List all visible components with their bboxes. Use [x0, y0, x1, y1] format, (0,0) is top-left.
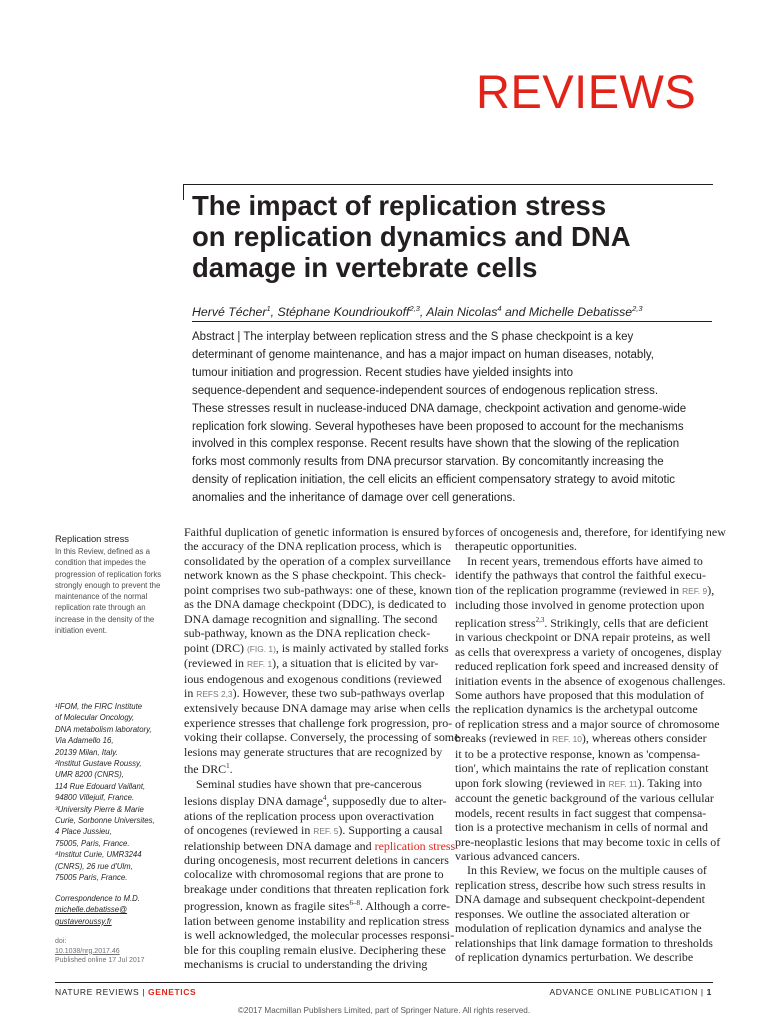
- body-line: [184, 759, 442, 776]
- reference-link[interactable]: REFS 2,3: [196, 688, 233, 699]
- body-text: , supposedly due to alter-: [326, 794, 447, 809]
- affiliation-line: ¹IFOM, the FIRC Institute: [55, 702, 143, 711]
- body-line: various advanced cancers.: [455, 848, 580, 863]
- body-line: Seminal studies have shown that pre-cancerous: [196, 776, 422, 791]
- body-line: it to be a protective response, known as 'compensa-: [455, 746, 701, 761]
- doi-block: [55, 937, 145, 966]
- body-line: ations of the replication process upon overactivation: [184, 808, 434, 823]
- body-line: [184, 640, 449, 656]
- body-line: extensively because DNA damage may arise when cells: [184, 701, 451, 716]
- section-label: REVIEWS: [476, 65, 697, 118]
- body-line: DNA damage and subsequent checkpoint-dependent: [455, 892, 705, 907]
- abstract-line: forks most commonly results from DNA precursor starvation. By concomitantly increasing the: [192, 456, 664, 469]
- abstract-line: replication fork slowing. Several hypotheses have been proposed to account for the mechanisms: [192, 420, 684, 433]
- body-line: [184, 685, 445, 701]
- body-text: .: [229, 762, 233, 777]
- abstract-line: Abstract | The interplay between replication stress and the S phase checkpoint is a key: [192, 331, 634, 343]
- body-text: , is mainly activated by stalled forks: [275, 640, 449, 655]
- title-line: The impact of replication stress: [192, 190, 607, 221]
- body-line: sub-pathway, known as the DNA replication check-: [184, 626, 431, 641]
- title-line: damage in vertebrate cells: [192, 252, 538, 283]
- article-title: [192, 190, 707, 283]
- body-line: models, recent results in fact suggest that compensa-: [455, 805, 707, 820]
- body-line: lesions may generate structures that are recognized by: [184, 744, 443, 759]
- body-line: [455, 776, 713, 791]
- affiliation-line: 4 Place Jussieu,: [55, 827, 112, 837]
- footer-publication: [549, 987, 712, 997]
- body-line: Faithful duplication of genetic information is ensured by: [184, 525, 455, 539]
- affiliation-line: Curie, Sorbonne Universites,: [55, 816, 155, 826]
- page-number: 1: [706, 987, 712, 997]
- body-line: as cells that overexpress a variety of oncogenes, display: [455, 644, 722, 659]
- body-text: ),: [707, 582, 715, 597]
- body-line: therapeutic opportunities.: [455, 539, 577, 554]
- body-text: the DRC: [184, 762, 227, 777]
- body-line: consolidated by the operation of a complex surveillance: [184, 553, 451, 568]
- reference-link[interactable]: REF. 1: [246, 659, 273, 670]
- body-text: ), whereas others consider: [581, 731, 707, 746]
- body-line: in various checkpoint or DNA repair proteins, as well: [455, 630, 711, 645]
- body-line: In this Review, we focus on the multiple causes of: [467, 863, 707, 878]
- body-line: experience stresses that challenge fork progression, pro-: [184, 715, 453, 730]
- body-line: [184, 656, 442, 671]
- author-affiliation-mark: 4: [497, 304, 502, 313]
- footer-separator: |: [139, 987, 149, 997]
- body-text: . Although a corre-: [359, 899, 451, 914]
- author-name: , Alain Nicolas: [419, 305, 498, 319]
- footer-rule: [55, 982, 713, 983]
- body-text: ). Taking into: [637, 775, 702, 790]
- body-line: [184, 823, 442, 838]
- doi-line: [55, 937, 145, 956]
- doi-link[interactable]: 10.1038/nrg.2017.46: [55, 947, 120, 955]
- body-line: the replication dynamics is the archetypal outcome: [455, 702, 698, 717]
- reference-link[interactable]: REF. 9: [682, 585, 708, 596]
- correspondence-email[interactable]: michelle.debatisse@: [55, 905, 128, 915]
- affiliation-line: 20139 Milan, Italy.: [55, 747, 118, 757]
- body-line: [184, 838, 456, 853]
- body-line: of replication stress and a major source of chromosome: [455, 716, 720, 731]
- body-line: [184, 896, 451, 914]
- body-line: modulation of replication dynamics and analyse the: [455, 921, 702, 936]
- citation-superscript: 2,3: [535, 615, 545, 624]
- author-affiliation-mark: 2,3: [409, 304, 420, 313]
- body-line: as the DNA damage checkpoint (DDC), is dedicated to: [184, 597, 447, 612]
- copyright-notice: ©2017 Macmillan Publishers Limited, part of Springer Nature. All rights reserved.: [237, 1006, 531, 1015]
- author-list: [192, 304, 643, 319]
- body-text: progression, known as fragile sites: [184, 899, 350, 914]
- glossary-line: strongly enough to prevent the: [55, 580, 161, 590]
- body-line: the accuracy of the DNA replication process, which is: [184, 539, 442, 554]
- abstract-line: determinant of genome maintenance, and has a major impact on human diseases, notably,: [192, 348, 654, 361]
- affiliation-line: ⁴Institut Curie, UMR3244: [55, 850, 142, 860]
- body-line: colocalize with chromosomal regions that are prone to: [184, 867, 444, 882]
- body-line: network known as the S phase checkpoint. This check-: [184, 568, 447, 583]
- body-line: including those involved in genome protection upon: [455, 598, 705, 613]
- citation-superscript: 6–8: [349, 899, 360, 908]
- journal-name: NATURE REVIEWS: [55, 987, 140, 997]
- affiliation-line: ³University Pierre & Marie: [55, 804, 144, 814]
- correspondence-label: Correspondence to M.D.: [55, 894, 140, 903]
- abstract-line: sequence-dependent and sequence-independent sources of endogenous replication stress.: [192, 384, 659, 397]
- footer-separator: |: [697, 987, 707, 997]
- affiliations: [55, 701, 180, 884]
- body-line: ious endogenous and exogenous conditions (reviewed: [184, 671, 442, 686]
- title-rule-horizontal: [183, 184, 713, 185]
- author-affiliation-mark: 2,3: [632, 304, 643, 313]
- body-line: responses. We outline the associated alteration or: [455, 906, 690, 921]
- body-line: [455, 583, 713, 598]
- body-text: lesions display DNA damage: [184, 794, 323, 809]
- body-column-1: [184, 525, 460, 972]
- reference-link[interactable]: REF. 10: [552, 734, 582, 745]
- body-text: upon fork slowing (reviewed in: [455, 775, 609, 790]
- footer-journal: [55, 987, 196, 997]
- author-name: Hervé Técher: [192, 305, 267, 319]
- reference-link[interactable]: REF. 5: [313, 826, 339, 837]
- correspondence: [55, 893, 140, 927]
- affiliation-line: Via Adamello 16,: [55, 736, 114, 746]
- journal-section: GENETICS: [148, 987, 197, 997]
- body-text: . Strikingly, cells that are deficient: [544, 615, 709, 630]
- author-name: and Michelle Debatisse: [501, 305, 633, 319]
- body-line: forces of oncogenesis and, therefore, for identifying new: [455, 525, 726, 539]
- citation-superscript: 1: [226, 762, 230, 771]
- glossary-line: In this Review, defined as a: [55, 547, 150, 556]
- title-line: on replication dynamics and DNA: [192, 221, 631, 252]
- body-line: replication stress, describe how such stress results in: [455, 877, 706, 892]
- affiliation-line: 114 Rue Edouard Vaillant,: [55, 781, 146, 791]
- glossary-line: maintenance of the normal: [55, 592, 148, 602]
- body-text: in: [184, 685, 197, 700]
- glossary-line: replication rate through an: [55, 603, 146, 613]
- body-line: tion', which maintains the rate of replication constant: [455, 761, 709, 776]
- body-line: mechanisms is crucial to understanding the driving: [184, 957, 428, 972]
- body-column-2: [455, 525, 726, 965]
- body-line: lation between genome instability and replication stress: [184, 913, 450, 928]
- affiliation-line: UMR 8200 (CNRS),: [55, 770, 124, 780]
- body-line: [455, 731, 713, 746]
- body-line: [455, 613, 713, 630]
- body-line: Some authors have proposed that this modulation of: [455, 687, 704, 702]
- body-line: initiation events in the absence of exogenous challenges.: [455, 673, 726, 688]
- published-date: Published online 17 Jul 2017: [55, 957, 145, 965]
- body-text: relationship between DNA damage and: [184, 838, 375, 853]
- body-line: reduced replication fork speed and increased density of: [455, 659, 719, 674]
- body-line: tion is a protective mechanism in cells of normal and: [455, 820, 708, 835]
- abstract-rule: [192, 321, 712, 322]
- citation-superscript: 4: [322, 794, 327, 803]
- body-text: ). Supporting a causal: [338, 823, 443, 838]
- abstract-line: density of replication initiation, the cell elicits an efficient compensatory strategy to avoid mitotic: [192, 474, 676, 487]
- body-line: DNA damage recognition and signalling. The second: [184, 611, 438, 626]
- affiliation-line: 75005, Paris, France.: [55, 838, 130, 848]
- body-line: voking their collapse. Conversely, the processing of some: [184, 730, 460, 745]
- affiliation-line: (CNRS), 26 rue d'Ulm,: [55, 861, 133, 871]
- body-line: pre-neoplastic lesions that may become toxic in cells of: [455, 834, 721, 849]
- abstract: [192, 329, 712, 508]
- reference-link[interactable]: REF. 11: [608, 778, 638, 789]
- body-line: of replication dynamics perturbation. We describe: [455, 950, 694, 965]
- glossary-line: initiation event.: [55, 626, 108, 636]
- affiliation-line: of Molecular Oncology,: [55, 713, 135, 723]
- body-text: point (DRC): [184, 640, 248, 655]
- abstract-line: anomalies and the inheritance of damage over cell generations.: [192, 492, 516, 505]
- body-line: relationships that link damage formation to thresholds: [455, 935, 713, 950]
- body-text: replication stress: [455, 615, 536, 630]
- body-line: ble for this coupling remain elusive. Deciphering these: [184, 942, 446, 957]
- body-line: In recent years, tremendous efforts have aimed to: [467, 553, 703, 568]
- abstract-line: tumour initiation and progression. Recent studies have yielded insights into: [192, 366, 573, 379]
- body-line: breakage under conditions that threaten replication fork: [184, 881, 450, 896]
- glossary-line: increase in the density of the: [55, 614, 155, 624]
- body-line: is well acknowledged, the molecular processes responsi-: [184, 928, 455, 943]
- body-text: tion of the replication programme (reviewed in: [455, 582, 683, 597]
- affiliation-line: 75005 Paris, France.: [55, 873, 128, 883]
- author-name: , Stéphane Koundrioukoff: [270, 305, 410, 319]
- affiliation-line: ²Institut Gustave Roussy,: [55, 759, 142, 769]
- affiliation-line: 94800 Villejuif, France.: [55, 793, 135, 803]
- body-line: [184, 791, 447, 809]
- author-affiliation-mark: 1: [266, 304, 271, 313]
- body-text: ), a situation that is elicited by var-: [272, 656, 439, 671]
- publication-status: ADVANCE ONLINE PUBLICATION: [549, 987, 698, 997]
- glossary-line: progression of replication forks: [55, 569, 162, 579]
- figure-reference-link[interactable]: (FIG. 1): [247, 643, 276, 654]
- affiliation-line: DNA metabolism laboratory,: [55, 724, 152, 734]
- body-text: of oncogenes (reviewed in: [184, 823, 314, 838]
- abstract-line: These stresses result in nuclease-induced DNA damage, checkpoint activation and genome-wide: [192, 402, 687, 415]
- abstract-line: involved in this complex response. Recent results have shown that the slowing of the replication: [192, 438, 680, 451]
- glossary-line: condition that impedes the: [55, 558, 147, 568]
- body-line: point comprises two sub-pathways: one of these, known: [184, 582, 452, 597]
- body-text: (reviewed in: [184, 656, 247, 671]
- body-line: account the genetic background of the various cellular: [455, 791, 714, 806]
- body-line: identify the pathways that control the faithful execu-: [455, 568, 706, 583]
- body-text: ). However, these two sub-pathways overlap: [232, 685, 445, 700]
- glossary-heading: Replication stress: [55, 533, 129, 544]
- title-rule-vertical: [183, 184, 184, 200]
- glossary-definition: [55, 546, 180, 636]
- body-line: during oncogenesis, most recurrent deletions in cancers: [184, 852, 449, 867]
- glossary-term-link[interactable]: replication stress: [374, 838, 456, 853]
- correspondence-email[interactable]: gustaveroussy.fr: [55, 916, 112, 926]
- body-text: breaks (reviewed in: [455, 731, 553, 746]
- doi-prefix: doi:: [55, 938, 67, 945]
